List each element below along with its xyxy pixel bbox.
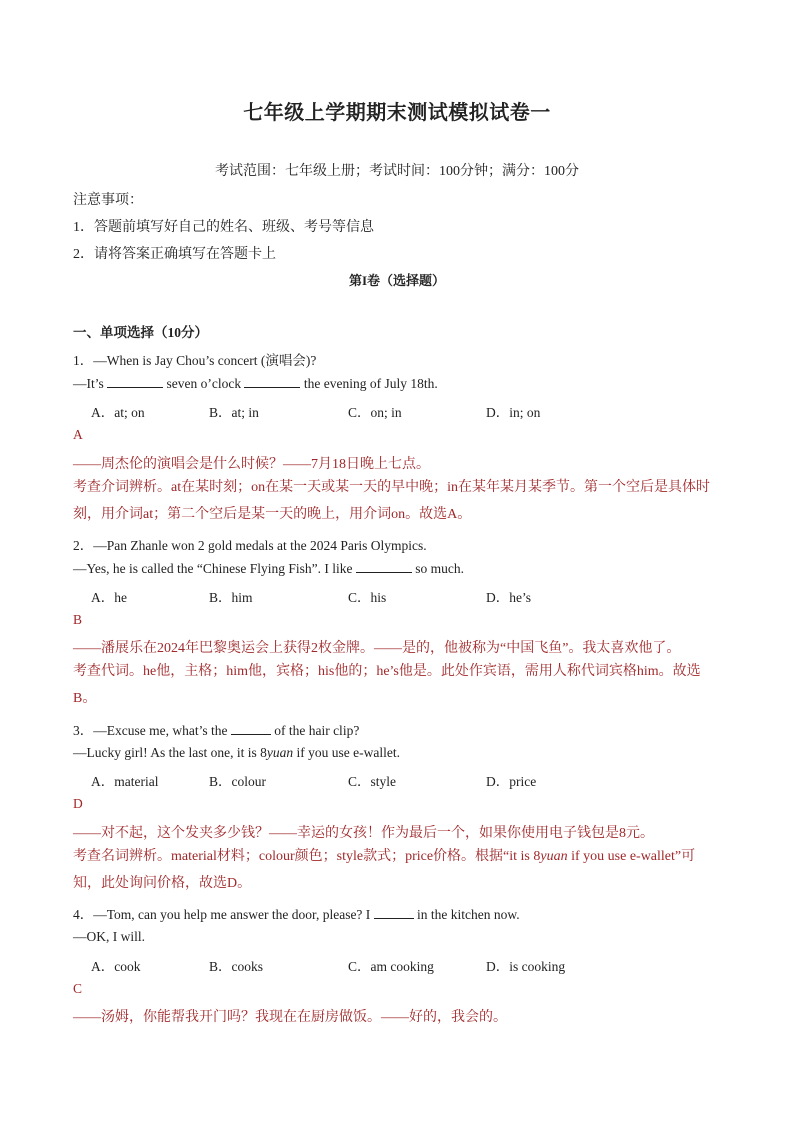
option-d: D．he’s bbox=[486, 590, 531, 605]
answer-blank bbox=[244, 375, 300, 388]
question-1-reply bbox=[73, 375, 438, 392]
question-1-stem: 1．—When is Jay Chou’s concert (演唱会)? bbox=[73, 353, 317, 368]
option-d: D．in; on bbox=[486, 405, 541, 420]
question-text: so much. bbox=[415, 561, 464, 576]
answer-blank bbox=[374, 906, 414, 919]
exam-info: 考试范围：七年级上册；考试时间：100分钟；满分：100分 bbox=[215, 164, 579, 179]
explanation-text: 考查名词辨析。material材料；colour颜色；style款式；price价格。根据“it is 8 bbox=[73, 849, 541, 864]
option-d: D．price bbox=[486, 774, 537, 789]
option-b: B．cooks bbox=[209, 959, 263, 974]
question-2-reply bbox=[73, 560, 464, 577]
question-text: —It’s bbox=[73, 376, 104, 391]
option-b: B．him bbox=[209, 590, 253, 605]
question-text: —Yes, he is called the “Chinese Flying Fish”. I like bbox=[73, 561, 353, 576]
question-3-stem bbox=[73, 719, 359, 739]
option-a: A．at; on bbox=[91, 405, 145, 420]
answer-key: D bbox=[73, 796, 83, 811]
explanation: 考查代词。he他，主格；him他，宾格；his他的；he’s他是。此处作宾语，需用人称代词宾格him。故选B。 bbox=[73, 664, 701, 706]
page-title: 七年级上学期期末测试模拟试卷一 bbox=[243, 102, 551, 124]
question-text: of the hair clip? bbox=[274, 723, 360, 738]
translation: ——对不起，这个发夹多少钱？——幸运的女孩！作为最后一个，如果你使用电子钱包是8元。 bbox=[73, 826, 654, 841]
notice-heading: 注意事项： bbox=[73, 193, 143, 208]
option-a: A．he bbox=[91, 590, 127, 605]
question-4-stem bbox=[73, 903, 520, 923]
question-text: if you use e-wallet. bbox=[296, 745, 400, 760]
explanation bbox=[73, 843, 723, 897]
notice-item: 2．请将答案正确填写在答题卡上 bbox=[73, 247, 276, 262]
option-b: B．at; in bbox=[209, 405, 259, 420]
option-c: C．style bbox=[348, 774, 397, 789]
translation: ——潘展乐在2024年巴黎奥运会上获得2枚金牌。——是的，他被称为“中国飞鱼”。我太喜欢他了。 bbox=[73, 641, 681, 656]
question-text: —Lucky girl! As the last one, it is 8 bbox=[73, 745, 267, 760]
italic-word: yuan bbox=[540, 849, 568, 864]
option-a: A．material bbox=[91, 774, 159, 789]
question-4-reply: —OK, I will. bbox=[73, 929, 145, 944]
question-3-reply bbox=[73, 745, 400, 761]
italic-word: yuan bbox=[266, 745, 294, 760]
explanation: 考查介词辨析。at在某时刻；on在某一天或某一天的早中晚；in在某年某月某季节。第一个空后是具体时刻，用介词at；第二个空后是某一天的晚上，用介词on。故选A。 bbox=[73, 480, 710, 522]
section-heading: 一、单项选择（10分） bbox=[73, 325, 208, 340]
answer-key: C bbox=[73, 981, 83, 996]
option-c: C．his bbox=[348, 590, 387, 605]
answer-blank bbox=[356, 560, 412, 573]
option-b: B．colour bbox=[209, 774, 266, 789]
translation: ——汤姆，你能帮我开门吗？我现在在厨房做饭。——好的，我会的。 bbox=[73, 1010, 507, 1025]
question-text: 3．—Excuse me, what’s the bbox=[73, 723, 228, 738]
answer-blank bbox=[231, 722, 271, 735]
question-text: 4．—Tom, can you help me answer the door, please? I bbox=[73, 907, 371, 922]
answer-key: B bbox=[73, 612, 83, 627]
volume-heading: 第I卷（选择题） bbox=[348, 273, 446, 288]
question-2-stem: 2．—Pan Zhanle won 2 gold medals at the 2024 Paris Olympics. bbox=[73, 538, 427, 553]
answer-blank bbox=[107, 375, 163, 388]
question-text: the evening of July 18th. bbox=[303, 376, 438, 391]
translation: ——周杰伦的演唱会是什么时候？——7月18日晚上七点。 bbox=[73, 457, 430, 472]
question-text: seven o’clock bbox=[166, 376, 242, 391]
answer-key: A bbox=[73, 427, 83, 442]
notice-item: 1．答题前填写好自己的姓名、班级、考号等信息 bbox=[73, 220, 374, 235]
explanation-text: if you use e-wallet”可知，此处询问价格，故选D。 bbox=[73, 849, 696, 891]
option-c: C．on; in bbox=[348, 405, 402, 420]
option-c: C．am cooking bbox=[348, 959, 434, 974]
option-a: A．cook bbox=[91, 959, 141, 974]
question-text: in the kitchen now. bbox=[417, 907, 520, 922]
option-d: D．is cooking bbox=[486, 959, 566, 974]
